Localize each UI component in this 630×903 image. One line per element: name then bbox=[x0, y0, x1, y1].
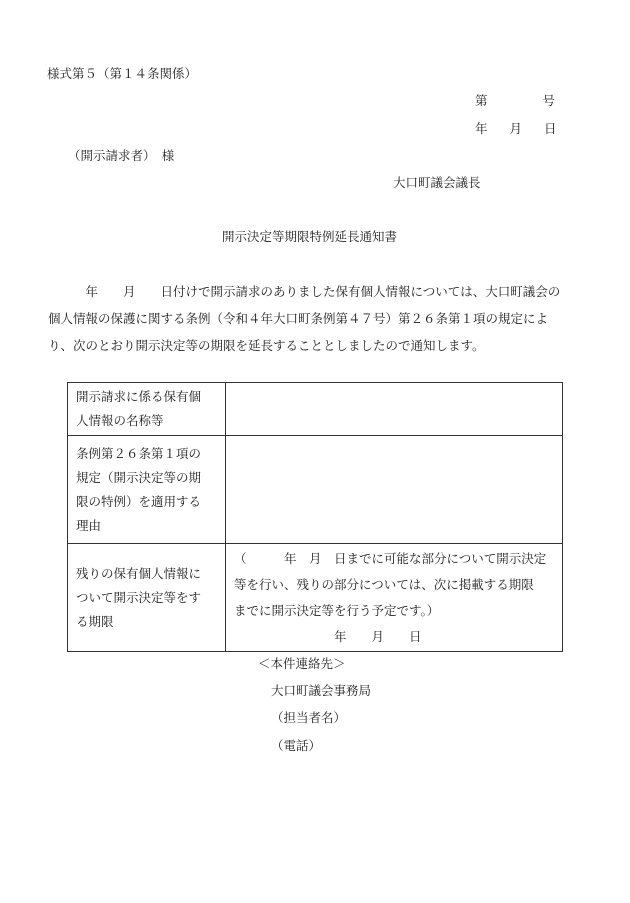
body-paragraph bbox=[48, 278, 578, 359]
row-label-deadline: 残りの保有個人情報に ついて開示決定等をす る期限 bbox=[68, 544, 226, 652]
sender: 大口町議会議長 bbox=[393, 175, 481, 190]
table-row bbox=[68, 436, 563, 544]
date-day: 日 bbox=[544, 121, 557, 136]
row-value-deadline: （ 年 月 日までに可能な部分について開示決定 等を行い、残りの部分については、次に掲載する期限 までに開示決定等を行う予定です。） 年 月 日 bbox=[226, 544, 563, 652]
issue-date bbox=[475, 123, 557, 136]
row-label-info-name: 開示請求に係る保有個 人情報の名称等 bbox=[68, 383, 226, 436]
body-line: 個人情報の保護に関する条例（令和４年大口町条例第４７号）第２６条第１項の規定によ bbox=[48, 311, 549, 326]
document-title: 開示決定等期限特例延長通知書 bbox=[222, 229, 398, 244]
number-prefix: 第 bbox=[475, 93, 488, 108]
form-label: 様式第５（第１４条関係） bbox=[47, 66, 198, 81]
table-row bbox=[68, 383, 563, 436]
contact-heading: ＜本件連絡先＞ bbox=[258, 656, 346, 671]
row-value-info-name bbox=[226, 383, 563, 436]
table-row bbox=[68, 544, 563, 652]
info-table bbox=[67, 382, 563, 652]
date-year: 年 bbox=[475, 121, 488, 136]
contact-phone: （電話） bbox=[271, 738, 322, 753]
row-label-reason: 条例第２６条第１項の 規定（開示決定等の期 限の特例）を適用する 理由 bbox=[68, 436, 226, 544]
row-value-reason bbox=[226, 436, 563, 544]
date-month: 月 bbox=[509, 121, 523, 136]
number-suffix: 号 bbox=[542, 93, 556, 108]
recipient: （開示請求者） 様 bbox=[68, 148, 175, 163]
body-line: 年 月 日付けで開示請求のありました保有個人情報については、大口町議会の bbox=[48, 284, 561, 299]
contact-office: 大口町議会事務局 bbox=[271, 683, 372, 698]
document-number bbox=[475, 95, 555, 108]
contact-person: （担当者名） bbox=[271, 710, 347, 725]
body-line: り、次のとおり開示決定等の期限を延長することとしましたので通知します。 bbox=[48, 338, 485, 353]
